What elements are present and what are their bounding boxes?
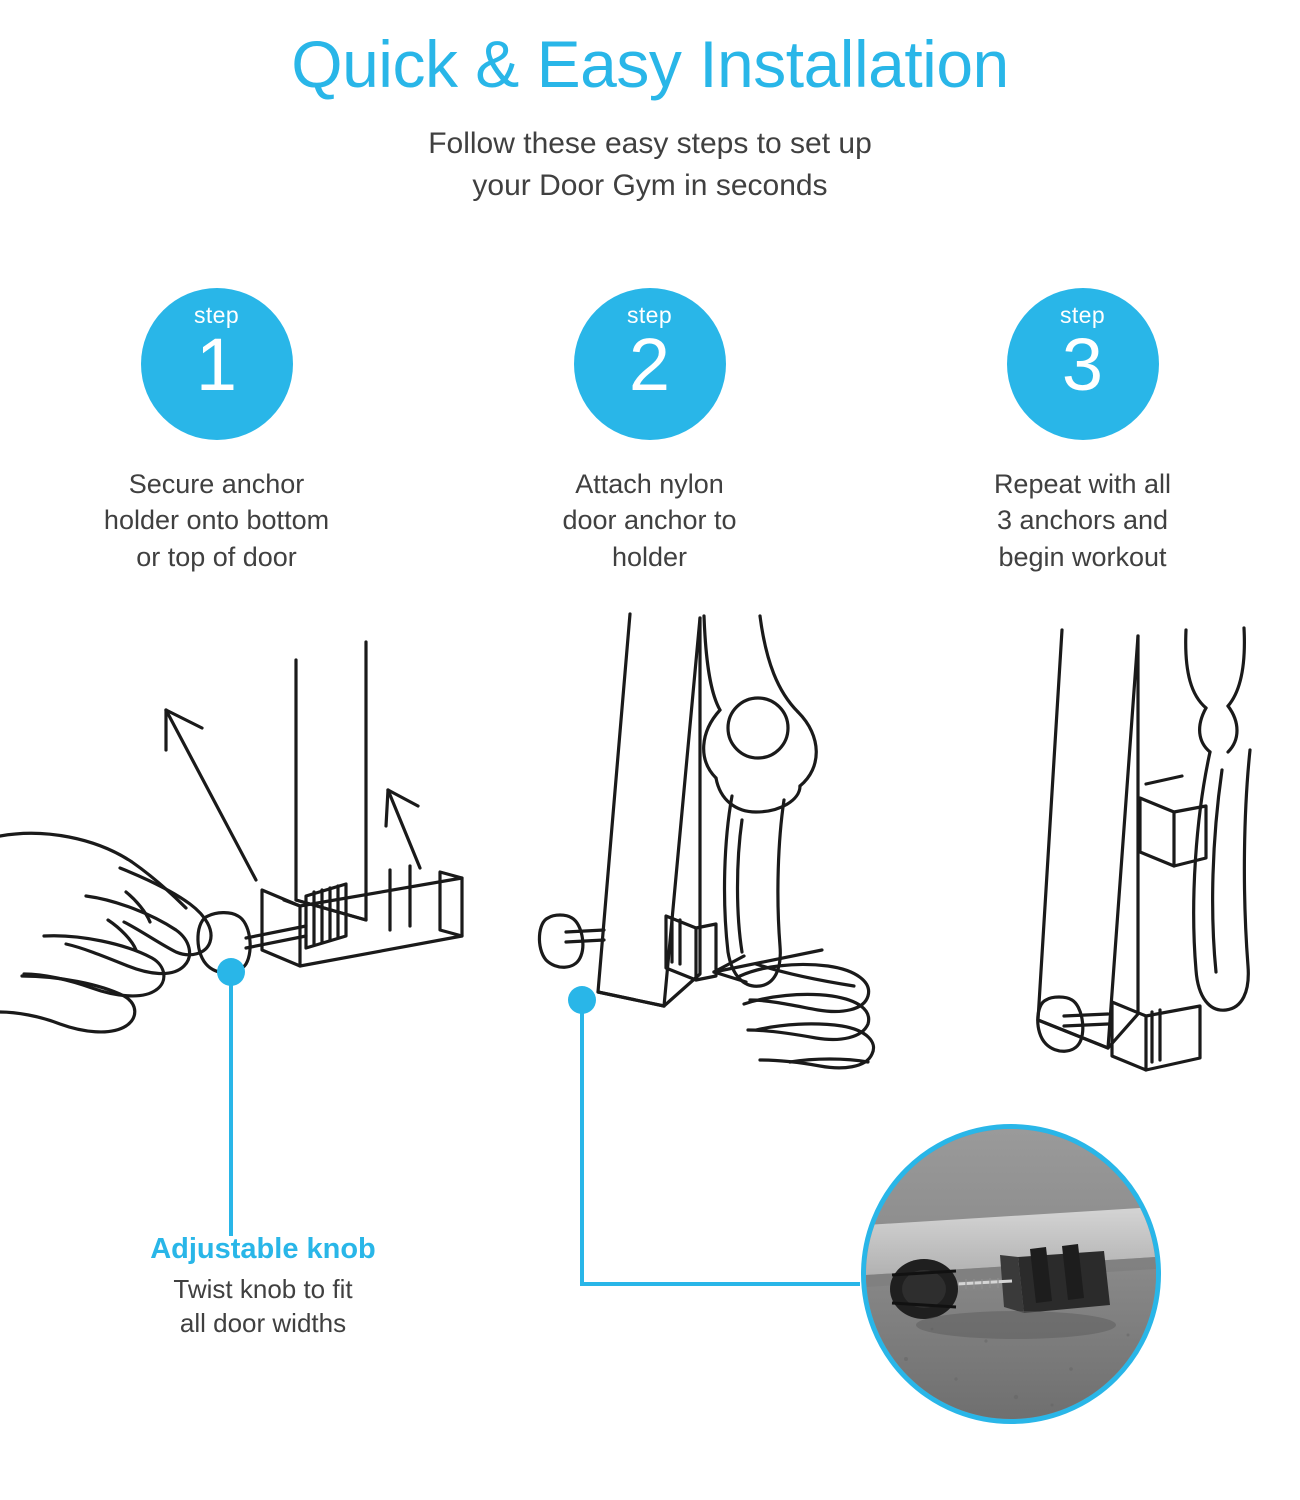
subtitle-line-1: Follow these easy steps to set up xyxy=(428,126,872,160)
page-subtitle xyxy=(270,123,1030,207)
page-title: Quick & Easy Installation xyxy=(291,27,1009,101)
step-1-caption xyxy=(52,466,382,575)
step-3-badge-number: 3 xyxy=(1061,323,1104,406)
subtitle-line-2: your Door Gym in seconds xyxy=(472,168,828,202)
callout-title: Adjustable knob xyxy=(150,1233,376,1265)
adjustable-knob-callout xyxy=(98,1232,428,1340)
callout-dot-knob xyxy=(217,958,245,986)
step-3 xyxy=(866,288,1299,575)
step-2-caption xyxy=(485,466,815,575)
step-2-badge-word: step xyxy=(626,302,673,328)
step-1-caption-line-2: holder onto bottom xyxy=(103,505,330,536)
step-3-caption-line-1: Repeat with all xyxy=(993,469,1172,499)
step-3-badge-word: step xyxy=(1059,302,1106,328)
step-3-caption xyxy=(918,466,1248,575)
step-3-illustration xyxy=(1038,628,1250,1070)
step-1-caption-line-3: or top of door xyxy=(136,541,297,572)
step-2-caption-line-2: door anchor to xyxy=(562,505,737,536)
callout-body xyxy=(98,1273,428,1341)
step-1-badge xyxy=(141,288,293,440)
step-3-caption-line-3: begin workout xyxy=(998,541,1167,572)
callout-body-line-1: Twist knob to fit xyxy=(173,1273,353,1304)
step-1 xyxy=(0,288,433,575)
step-3-badge xyxy=(1007,288,1159,440)
step-1-badge-word: step xyxy=(193,302,240,328)
step-1-badge-number: 1 xyxy=(195,323,238,406)
anchor-holder-photo-inset xyxy=(861,1124,1161,1424)
step-2 xyxy=(433,288,866,575)
step-2-caption-line-1: Attach nylon xyxy=(575,469,724,499)
callout-body-line-2: all door widths xyxy=(179,1307,347,1338)
steps-row xyxy=(0,288,1300,575)
step-3-caption-line-2: 3 anchors and xyxy=(996,505,1169,536)
step-2-badge-number: 2 xyxy=(628,323,671,406)
step-2-badge xyxy=(574,288,726,440)
step-1-caption-line-1: Secure anchor xyxy=(128,469,305,499)
callout-dot-photo xyxy=(568,986,596,1014)
step-2-caption-line-3: holder xyxy=(611,541,688,572)
